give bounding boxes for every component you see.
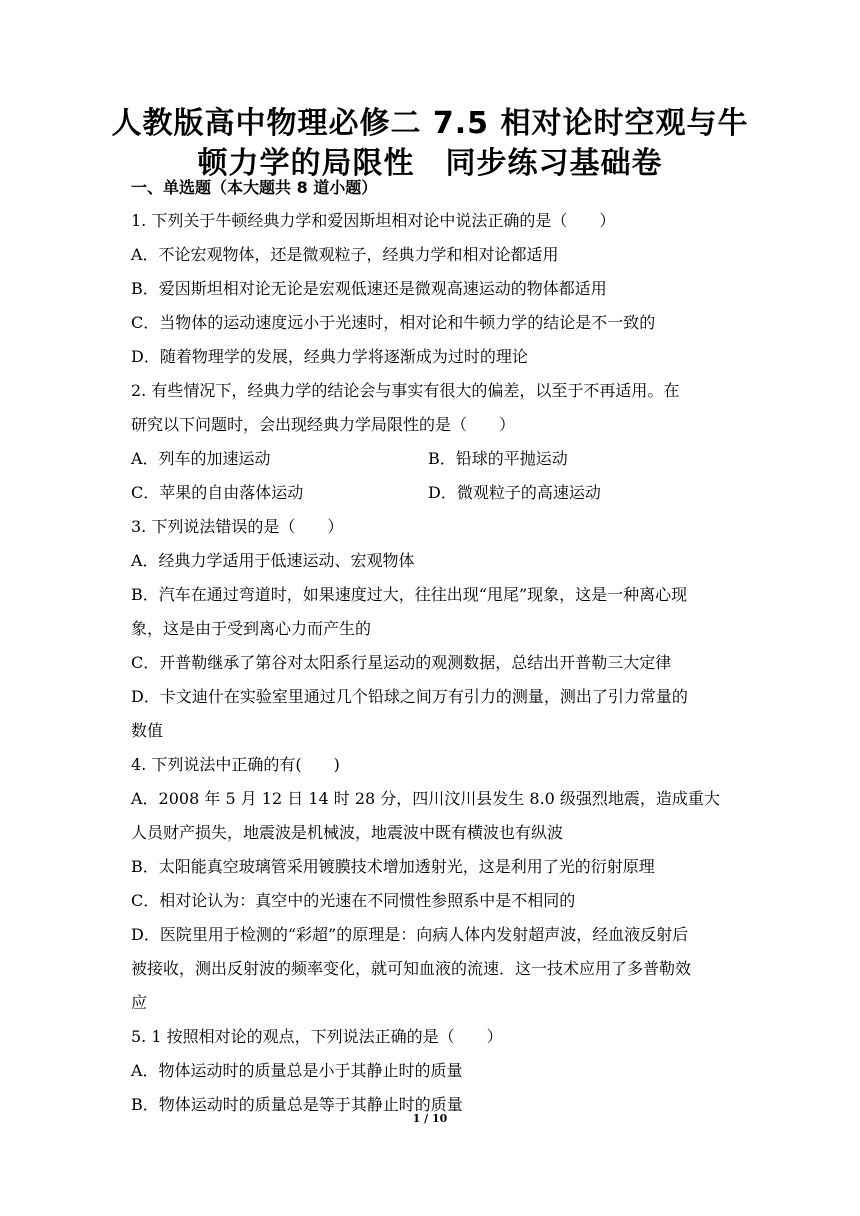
section-heading: 一、单选题（本大题共 8 道小题） — [131, 178, 378, 197]
question-list — [131, 204, 731, 1122]
question-4-option-a-line-1: A．2008 年 5 月 12 日 14 时 28 分，四川汶川县发生 8.0 级强烈地震，造成重大 — [131, 789, 720, 808]
question-3-option-d-line-1: D．卡文迪什在实验室里通过几个铅球之间万有引力的测量，测出了引力常量的 — [131, 687, 688, 706]
question-5-stem: 5. 1 按照相对论的观点，下列说法正确的是（ ） — [131, 1027, 503, 1046]
question-3-option-d-line-2: 数值 — [131, 721, 164, 740]
question-1-stem: 1. 下列关于牛顿经典力学和爱因斯坦相对论中说法正确的是（ ） — [131, 211, 616, 230]
question-2-option-a: A．列车的加速运动 — [131, 449, 271, 468]
title-line-2: 顿力学的局限性 同步练习基础卷 — [197, 146, 663, 181]
question-1-option-b: B．爱因斯坦相对论无论是宏观低速还是微观高速运动的物体都适用 — [131, 279, 607, 298]
question-5-option-b: B．物体运动时的质量总是等于其静止时的质量 — [131, 1095, 463, 1114]
question-4-option-d-line-2: 被接收，测出反射波的频率变化，就可知血液的流速．这一技术应用了多普勒效 — [131, 959, 692, 978]
question-3-option-b-line-1: B．汽车在通过弯道时，如果速度过大，往往出现“甩尾”现象，这是一种离心现 — [131, 585, 688, 604]
question-4-option-b: B．太阳能真空玻璃管采用镀膜技术增加透射光，这是利用了光的衍射原理 — [131, 857, 655, 876]
question-4-stem: 4. 下列说法中正确的有( ) — [131, 755, 340, 774]
question-2-option-d: D．微观粒子的高速运动 — [428, 483, 601, 502]
question-4-option-d-line-1: D．医院里用于检测的“彩超”的原理是：向病人体内发射超声波，经血液反射后 — [131, 925, 689, 944]
question-3-option-c: C．开普勒继承了第谷对太阳系行星运动的观测数据，总结出开普勒三大定律 — [131, 653, 672, 672]
question-4-option-a-line-2: 人员财产损失，地震波是机械波，地震波中既有横波也有纵波 — [131, 823, 564, 842]
page-number: 1 / 10 — [412, 1112, 448, 1125]
question-2-options-row-1 — [131, 442, 731, 476]
question-2-options-row-2 — [131, 476, 731, 510]
document-title — [60, 104, 800, 184]
question-3-stem: 3. 下列说法错误的是（ ） — [131, 517, 344, 536]
question-2-stem-line-1: 2. 有些情况下，经典力学的结论会与事实有很大的偏差，以至于不再适用。在 — [131, 381, 680, 400]
question-3-option-b-line-2: 象，这是由于受到离心力而产生的 — [131, 619, 372, 638]
question-5-option-a: A．物体运动时的质量总是小于其静止时的质量 — [131, 1061, 463, 1080]
title-line-1: 人教版高中物理必修二 7.5 相对论时空观与牛 — [111, 106, 749, 141]
question-1-option-d: D．随着物理学的发展，经典力学将逐渐成为过时的理论 — [131, 347, 528, 366]
question-2-option-b: B．铅球的平抛运动 — [428, 449, 568, 468]
question-1-option-a: A．不论宏观物体，还是微观粒子，经典力学和相对论都适用 — [131, 245, 559, 264]
question-4-option-c: C．相对论认为：真空中的光速在不同惯性参照系中是不相同的 — [131, 891, 576, 910]
question-2-option-c: C．苹果的自由落体运动 — [131, 483, 304, 502]
question-3-option-a: A．经典力学适用于低速运动、宏观物体 — [131, 551, 415, 570]
question-1-option-c: C．当物体的运动速度远小于光速时，相对论和牛顿力学的结论是不一致的 — [131, 313, 656, 332]
question-4-option-d-line-3: 应 — [131, 993, 148, 1012]
question-2-stem-line-2: 研究以下问题时，会出现经典力学局限性的是（ ） — [131, 415, 516, 434]
